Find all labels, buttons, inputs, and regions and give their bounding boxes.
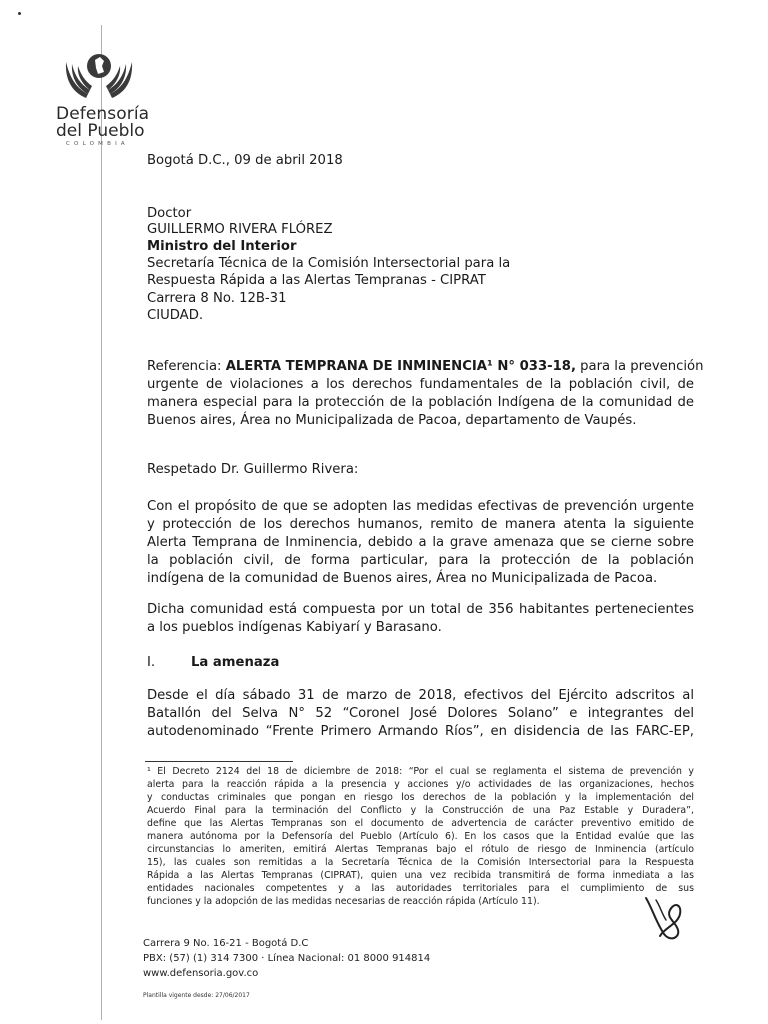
org-name-line1: Defensoría bbox=[56, 104, 150, 124]
footnote-line: y conductas criminales que pongan en riesgo los derechos de la población y la implementación del bbox=[147, 792, 694, 803]
reference-label: Referencia: bbox=[147, 359, 226, 374]
margin-line bbox=[101, 25, 102, 1020]
paragraph1-line: Alerta Temprana de Inminencia, debido a la grave amenaza que se cierne sobre bbox=[147, 535, 694, 550]
reference-alert-id: ALERTA TEMPRANA DE INMINENCIA¹ N° 033-18, bbox=[225, 359, 576, 374]
paragraph3-line: Batallón del Selva N° 52 “Coronel José Dolores Solano” e integrantes del bbox=[147, 706, 694, 721]
paragraph1-line: y protección de los derechos humanos, remito de manera atenta la siguiente bbox=[147, 517, 694, 532]
reference-line1 bbox=[147, 359, 704, 374]
recipient-city: CIUDAD. bbox=[147, 308, 204, 323]
recipient-office-line1: Secretaría Técnica de la Comisión Intersectorial para la bbox=[147, 256, 511, 271]
greeting: Respetado Dr. Guillermo Rivera: bbox=[147, 462, 359, 477]
footnote-line: entidades nacionales competentes y a las autoridades territoriales para el cumplimiento de sus bbox=[147, 883, 694, 894]
footnote-line: 15), las cuales son remitidas a la Secretaría Técnica de la Comisión Intersectorial para la Respuesta bbox=[147, 857, 694, 868]
recipient-name: GUILLERMO RIVERA FLÓREZ bbox=[147, 222, 333, 237]
paragraph3-line: autodenominado “Frente Primero Armando Ríos”, en disidencia de las FARC-EP, bbox=[147, 724, 694, 739]
recipient-address: Carrera 8 No. 12B-31 bbox=[147, 291, 287, 306]
paragraph1-line: indígena de la comunidad de Buenos aires, Área no Municipalizada de Pacoa. bbox=[147, 571, 658, 586]
recipient-title: Ministro del Interior bbox=[147, 239, 297, 254]
footnote-line: define que las Alertas Tempranas son el documento de advertencia de carácter preventivo emitido de bbox=[147, 818, 694, 829]
reference-line3: manera especial para la protección de la población Indígena de la comunidad de bbox=[147, 395, 694, 410]
footnote-line: alerta para la reacción rápida a la presencia y acciones y/o actividades de las organizaciones, hechos bbox=[147, 779, 694, 790]
section-title: La amenaza bbox=[191, 655, 280, 670]
paragraph1-line: Con el propósito de que se adopten las medidas efectivas de prevención urgente bbox=[147, 499, 694, 514]
scan-dot bbox=[18, 12, 21, 15]
section-number: I. bbox=[147, 655, 156, 670]
recipient-salutation: Doctor bbox=[147, 206, 192, 221]
signature-initials-icon bbox=[640, 888, 690, 944]
footer-template-note: Plantilla vigente desde: 27/06/2017 bbox=[143, 992, 250, 999]
reference-line1-rest: para la prevención bbox=[575, 359, 704, 374]
footer-phone: PBX: (57) (1) 314 7300 · Línea Nacional: 01 8000 914814 bbox=[143, 953, 431, 964]
footnote-line: funciones y la adopción de las medidas necesarias de reacción rápida (Artículo 11). bbox=[147, 896, 540, 907]
footnote-line: ¹ El Decreto 2124 del 18 de diciembre de 2018: “Por el cual se reglamenta el sistema de prevención y bbox=[147, 766, 694, 777]
footnote-line: manera autónoma por la Defensoría del Pueblo (Artículo 6). En los casos que la Entidad evalúe que las bbox=[147, 831, 694, 842]
defensoria-logo-icon bbox=[62, 48, 136, 104]
paragraph3-line: Desde el día sábado 31 de marzo de 2018, efectivos del Ejército adscritos al bbox=[147, 688, 694, 703]
footer-address: Carrera 9 No. 16-21 - Bogotá D.C bbox=[143, 938, 309, 949]
footnote-separator bbox=[145, 761, 293, 762]
org-country: COLOMBIA bbox=[66, 141, 129, 147]
letter-date: Bogotá D.C., 09 de abril 2018 bbox=[147, 153, 343, 168]
reference-line4: Buenos aires, Área no Municipalizada de Pacoa, departamento de Vaupés. bbox=[147, 413, 637, 428]
paragraph2-line: Dicha comunidad está compuesta por un total de 356 habitantes pertenecientes bbox=[147, 602, 694, 617]
footnote-line: Rápida a las Alertas Tempranas (CIPRAT), quien una vez recibida transmitirá de forma inmediata a las bbox=[147, 870, 694, 881]
org-name-line2: del Pueblo bbox=[56, 121, 145, 141]
footnote-line: circunstancias lo ameriten, emitirá Alertas Tempranas bajo el rótulo de riesgo de Inminencia (artículo bbox=[147, 844, 694, 855]
paragraph1-line: la población civil, de forma particular, para la protección de la población bbox=[147, 553, 694, 568]
reference-line2: urgente de violaciones a los derechos fundamentales de la población civil, de bbox=[147, 377, 694, 392]
recipient-office-line2: Respuesta Rápida a las Alertas Tempranas - CIPRAT bbox=[147, 273, 486, 288]
footer-website[interactable]: www.defensoria.gov.co bbox=[143, 968, 259, 979]
footnote-line: Acuerdo Final para la terminación del Conflicto y la Construcción de una Paz Estable y Duradera”, bbox=[147, 805, 694, 816]
paragraph2-line: a los pueblos indígenas Kabiyarí y Barasano. bbox=[147, 620, 442, 635]
